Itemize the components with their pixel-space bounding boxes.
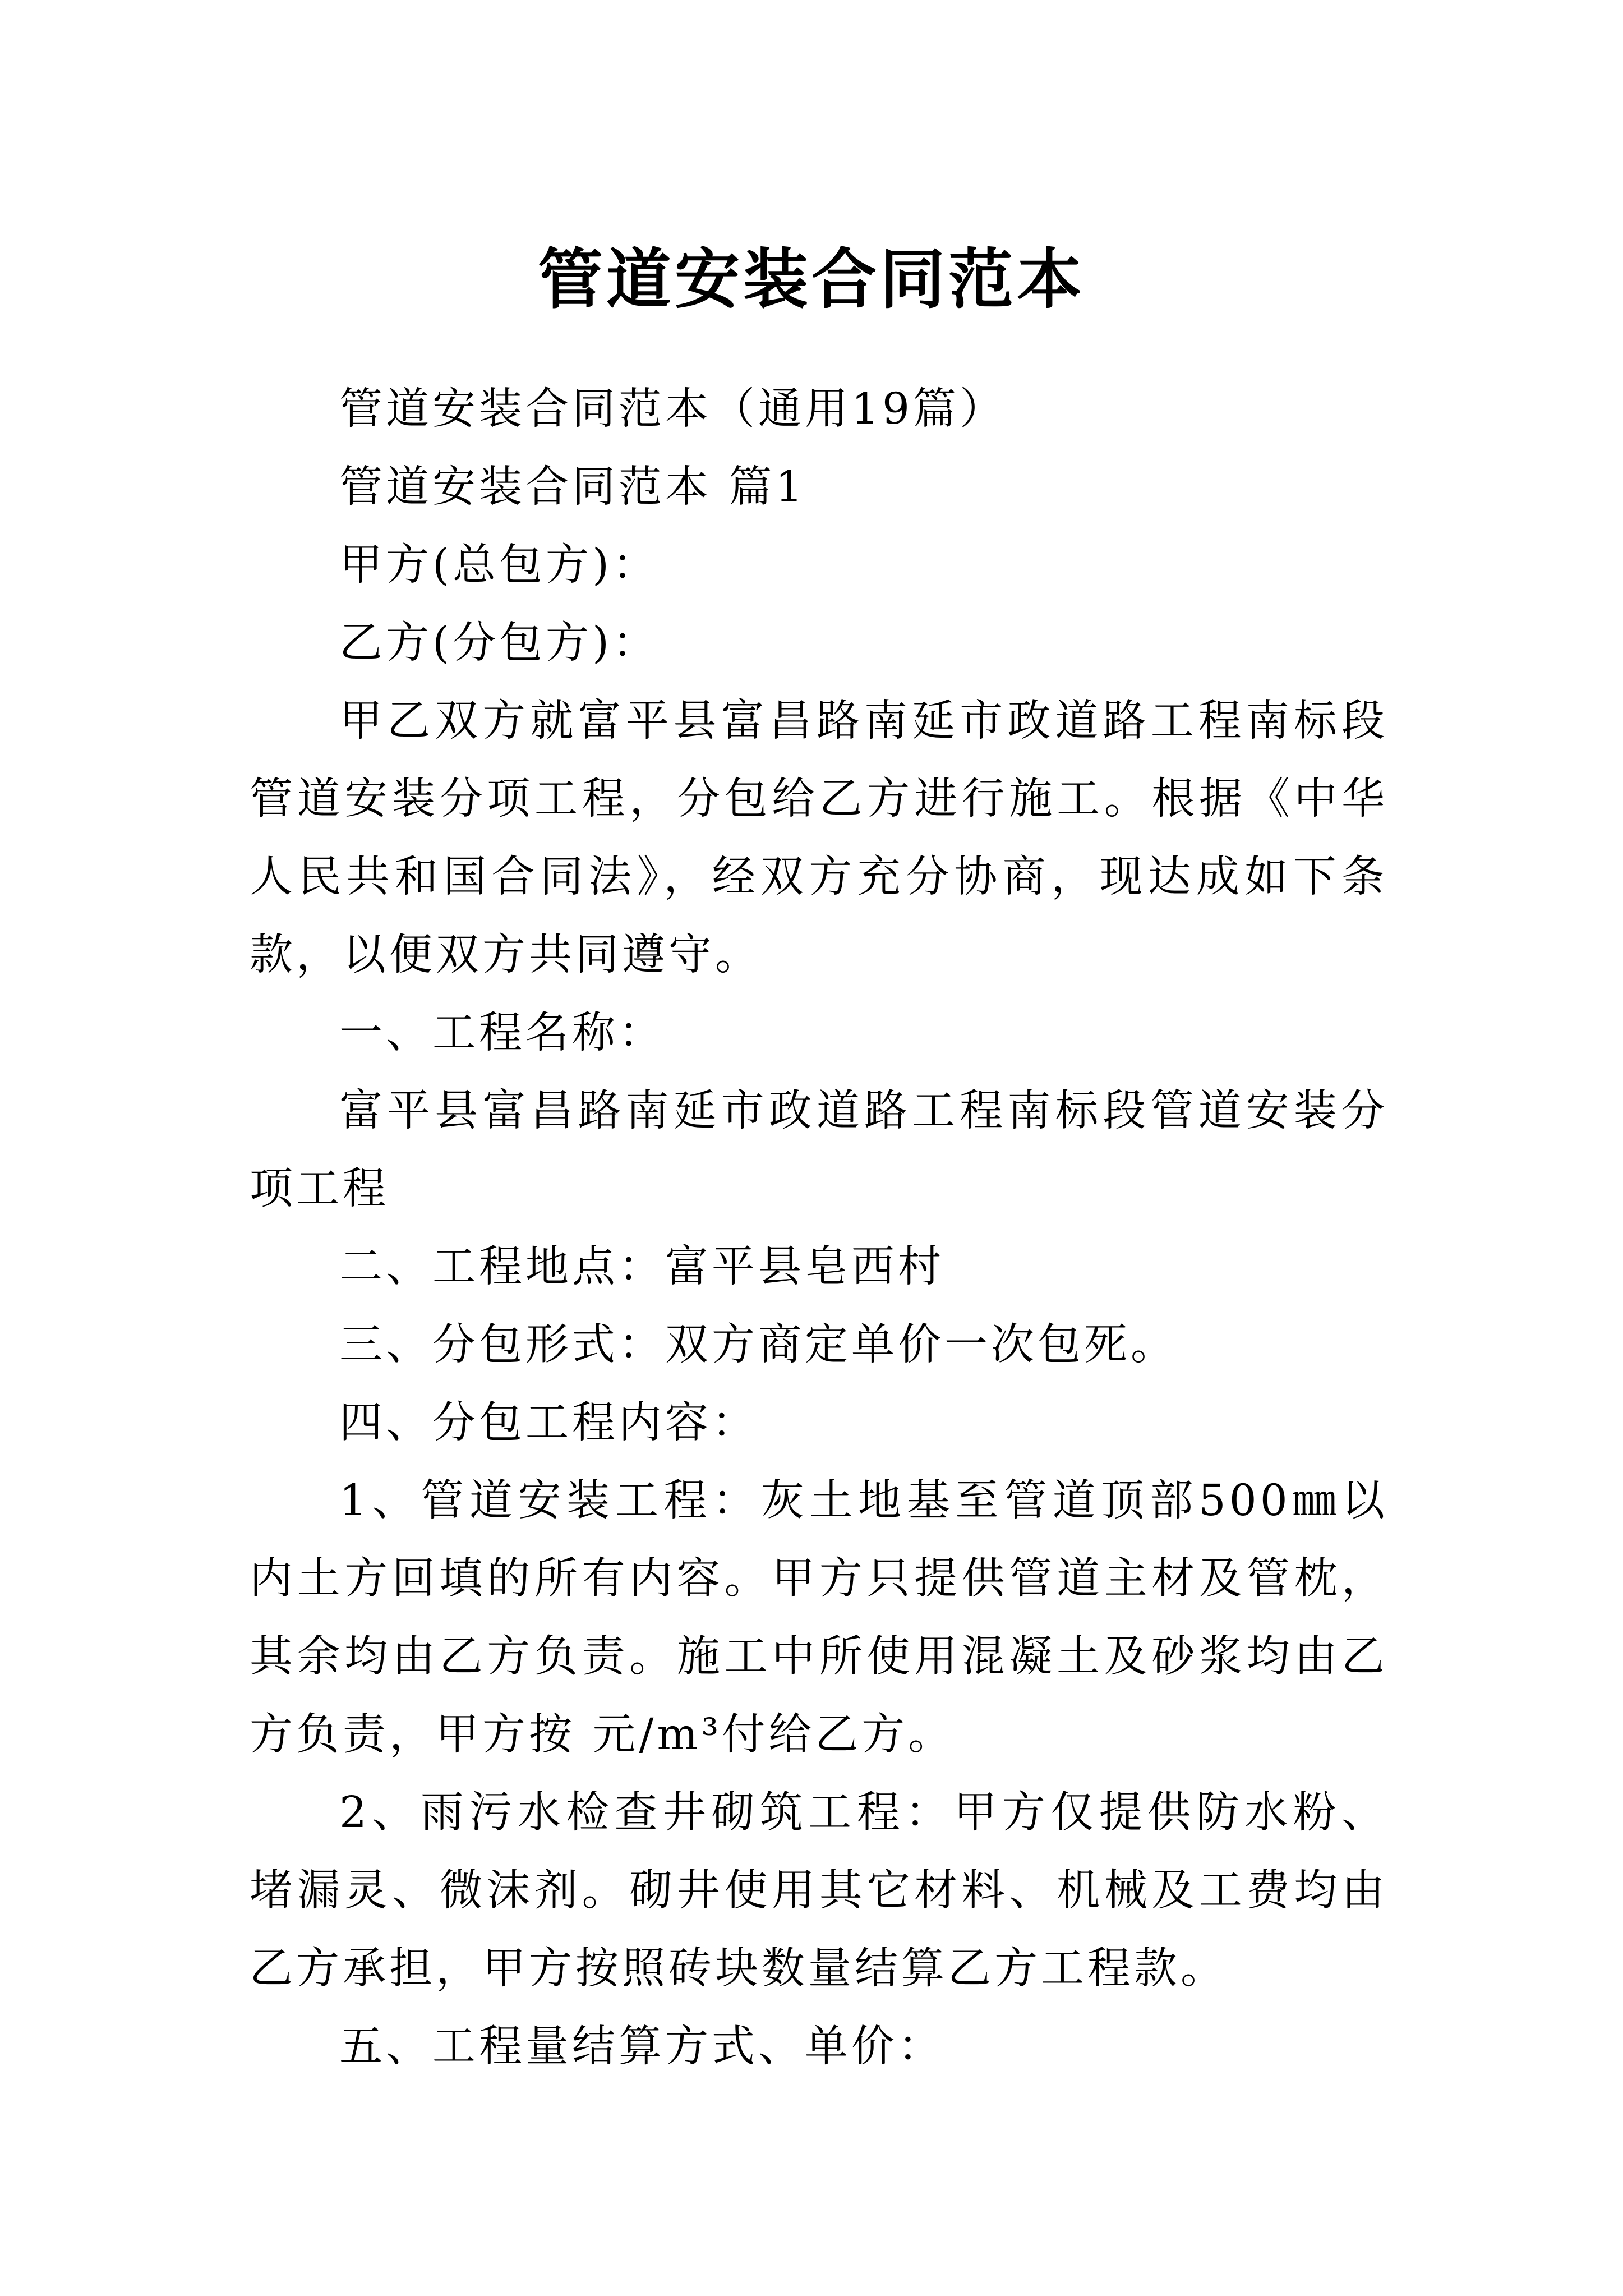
paragraph-party-b: 乙方(分包方)：	[339, 618, 660, 668]
paragraph-section-heading: 管道安装合同范本 篇1	[339, 462, 806, 512]
paragraph-item-2: 2、雨污水检查井砌筑工程：甲方仅提供防水粉、堵漏灵、微沫剂。砌井使用其它材料、机械及工费均由乙方承担，甲方按照砖块数量结算乙方工程款。	[250, 1788, 1388, 1994]
paragraph-subtitle: 管道安装合同范本（通用19篇）	[339, 384, 1006, 434]
paragraph-clause-3: 三、分包形式：双方商定单价一次包死。	[339, 1320, 1177, 1370]
document-title: 管道安装合同范本	[538, 241, 1085, 318]
paragraph-project-name: 富平县富昌路南延市政道路工程南标段管道安装分项工程	[250, 1086, 1388, 1214]
paragraph-clause-2: 二、工程地点：富平县皂西村	[339, 1242, 944, 1292]
paragraph-clause-5-heading: 五、工程量结算方式、单价：	[339, 2022, 944, 2072]
paragraph-item-1: 1、管道安装工程：灰土地基至管道顶部500㎜以内土方回填的所有内容。甲方只提供管道主材及管枕，其余均由乙方负责。施工中所使用混凝土及砂浆均由乙方负责，甲方按 元/m³付给乙方。	[250, 1476, 1388, 1760]
paragraph-party-a: 甲方(总包方)：	[339, 540, 660, 590]
paragraph-clause-1-heading: 一、工程名称：	[339, 1008, 665, 1058]
paragraph-preamble: 甲乙双方就富平县富昌路南延市政道路工程南标段管道安装分项工程，分包给乙方进行施工。根据《中华人民共和国合同法》，经双方充分协商，现达成如下条款，以便双方共同遵守。	[250, 696, 1388, 980]
paragraph-clause-4-heading: 四、分包工程内容：	[339, 1398, 758, 1448]
document-body	[250, 370, 1388, 2086]
